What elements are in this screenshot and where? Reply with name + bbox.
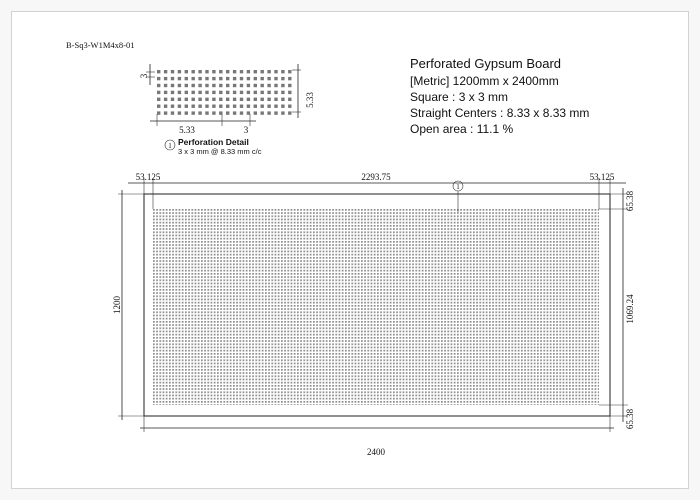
perforation-hole [261,105,264,108]
perforation-hole [254,98,257,101]
perforation-hole [288,70,291,73]
board-detail-marker-number: 1 [456,183,460,191]
board-plan [112,172,635,457]
perforation-hole [192,105,195,108]
perforation-hole [267,84,270,87]
spec-size: [Metric] 1200mm x 2400mm [410,74,559,88]
perforation-hole [240,91,243,94]
perforated-height-label: 1069.24 [625,294,635,324]
perforation-hole [226,98,229,101]
pitch-vertical-label: 5.33 [305,92,315,108]
perforation-hole [247,98,250,101]
perforation-hole [254,70,257,73]
perforation-hole [233,98,236,101]
perforation-hole [185,111,188,114]
perforation-hole [240,111,243,114]
perforation-hole [185,98,188,101]
perforation-hole [247,111,250,114]
perforation-hole [205,105,208,108]
perforation-hole [254,91,257,94]
perforation-hole [267,91,270,94]
perforation-hole [261,98,264,101]
perforation-hole [267,111,270,114]
height-label: 1200 [112,296,122,314]
hole-size-label: 3 [139,73,149,79]
perforation-hole [254,105,257,108]
perforation-hole [185,77,188,80]
spec-square: Square : 3 x 3 mm [410,90,509,104]
perforation-hole [240,105,243,108]
perforation-hole [198,77,201,80]
perforation-hole [164,70,167,73]
perforation-hole [226,84,229,87]
perforation-hole [171,111,174,114]
perforation-hole [261,84,264,87]
perforation-hole [281,84,284,87]
perforation-hole [205,84,208,87]
perforation-hole [226,105,229,108]
perforation-hole [171,77,174,80]
perforated-width-label: 2293.75 [361,172,391,182]
perforation-hole [212,84,215,87]
perforation-hole [267,77,270,80]
perforation-hole [212,98,215,101]
perforation-hole [288,105,291,108]
perforation-hole [274,111,277,114]
perforation-hole [185,105,188,108]
perforation-hole [226,77,229,80]
perforation-hole [281,105,284,108]
perforation-hole [274,84,277,87]
perforation-hole [157,105,160,108]
perforation-hole [205,98,208,101]
detail-title: Perforation Detail [178,137,249,147]
perforation-hole [254,77,257,80]
perforation-hole [281,91,284,94]
perforation-hole [192,84,195,87]
perforation-hole [171,70,174,73]
perforated-area [153,209,599,405]
perforation-hole [185,70,188,73]
perforation-hole [192,98,195,101]
perforation-hole [281,111,284,114]
perforation-hole [192,91,195,94]
perforation-hole [274,98,277,101]
perforation-hole [219,98,222,101]
perforation-hole [198,105,201,108]
perforation-hole [226,70,229,73]
perforation-hole [212,91,215,94]
drawing-code: B-Sq3-W1M4x8-01 [66,40,135,50]
perforation-hole [157,84,160,87]
perforation-hole [157,111,160,114]
perforation-hole [198,111,201,114]
perforation-hole [233,111,236,114]
perforation-hole [288,84,291,87]
perforation-hole [178,98,181,101]
pitch-horizontal-label: 5.33 [179,125,195,135]
perforation-hole [233,70,236,73]
perforation-hole [254,84,257,87]
width-label: 2400 [367,447,385,457]
perforation-hole [212,105,215,108]
detail-marker-number: 1 [168,142,172,150]
perforation-hole [261,111,264,114]
margin-label: 3 [243,125,249,135]
perforation-hole [274,105,277,108]
top-margin-label: 65.38 [625,190,635,212]
perforation-hole [281,98,284,101]
perforation-hole [198,98,201,101]
perforation-hole [171,105,174,108]
perforation-hole [185,91,188,94]
perforation-hole [288,77,291,80]
perforation-hole [261,77,264,80]
perforation-hole [205,70,208,73]
perforation-hole [240,84,243,87]
perforation-hole [247,91,250,94]
perforation-hole [178,91,181,94]
perforation-hole [192,77,195,80]
perforation-hole [205,111,208,114]
perforation-hole [288,91,291,94]
perforation-hole [164,98,167,101]
perforation-hole [288,111,291,114]
perforation-hole [240,70,243,73]
perforation-hole [157,91,160,94]
perforation-hole [247,105,250,108]
bottom-margin-label: 65.38 [625,408,635,430]
perforation-hole [171,84,174,87]
perforation-hole [205,77,208,80]
perforation-hole [219,70,222,73]
perforation-hole [212,111,215,114]
perforation-hole [219,77,222,80]
perforation-hole [233,77,236,80]
perforation-hole [219,84,222,87]
perforation-hole [247,70,250,73]
right-margin-label: 53.125 [589,172,615,182]
perforation-hole [164,77,167,80]
perforation-hole [219,91,222,94]
perforation-hole [178,111,181,114]
perforation-hole [205,91,208,94]
perforation-hole [178,77,181,80]
perforation-hole [233,91,236,94]
perforation-hole [274,91,277,94]
perforation-hole [192,111,195,114]
perforation-hole [281,70,284,73]
perforation-hole [212,70,215,73]
perforation-hole [240,98,243,101]
spec-centers: Straight Centers : 8.33 x 8.33 mm [410,106,590,120]
perforation-hole [247,77,250,80]
perforation-hole [247,84,250,87]
perforation-hole [198,84,201,87]
perforation-hole [267,105,270,108]
perforation-hole [261,91,264,94]
perforation-hole [164,111,167,114]
perforation-hole [171,98,174,101]
perforation-hole [185,84,188,87]
detail-subtitle: 3 x 3 mm @ 8.33 mm c/c [178,147,262,156]
perforation-hole [267,70,270,73]
perforation-hole [178,70,181,73]
perforation-hole [233,84,236,87]
spec-open-area: Open area : 11.1 % [410,122,514,136]
perforation-hole [198,70,201,73]
perforation-hole [164,84,167,87]
perforation-hole [281,77,284,80]
perforation-hole [157,70,160,73]
perforation-hole [219,105,222,108]
perforation-hole [157,98,160,101]
perforation-hole [267,98,270,101]
perforation-hole [226,91,229,94]
left-margin-label: 53.125 [135,172,161,182]
perforation-hole [198,91,201,94]
perforation-hole [254,111,257,114]
perforation-hole [164,105,167,108]
perforation-hole [178,105,181,108]
perforation-hole [178,84,181,87]
perforation-hole [233,105,236,108]
spec-title: Perforated Gypsum Board [410,56,562,71]
perforation-hole [261,70,264,73]
perforation-hole [157,77,160,80]
perforation-hole [274,70,277,73]
perforation-hole [212,77,215,80]
perforation-hole [288,98,291,101]
perforation-hole [171,91,174,94]
perforation-hole [164,91,167,94]
perforation-hole [274,77,277,80]
perforation-hole [192,70,195,73]
perforation-hole [226,111,229,114]
perforation-hole [240,77,243,80]
